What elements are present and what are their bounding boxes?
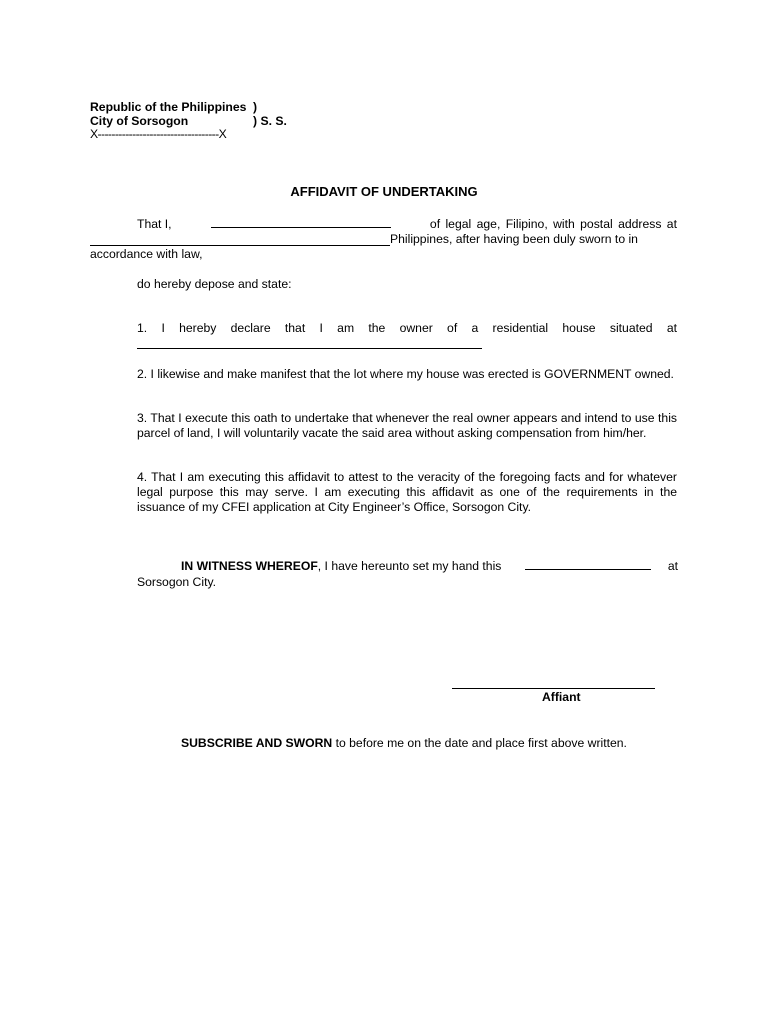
intro-line-1 (137, 217, 677, 232)
header-divider: X-----------------------------------X (90, 127, 227, 141)
intro-after-name: of legal age, Filipino, with postal address at (429, 217, 677, 231)
address-blank[interactable] (90, 245, 390, 246)
name-blank[interactable] (211, 217, 391, 228)
subscribe-text: to before me on the date and place first above written. (332, 736, 627, 750)
venue-republic-paren: ) (253, 100, 258, 114)
witness-line-1 (181, 559, 678, 574)
intro-line-2: Philippines, after having been duly sworn to in (390, 232, 638, 246)
witness-line-2: Sorsogon City. (137, 575, 217, 589)
item-1: 1. I hereby declare that I am the owner of a residential house situated at (137, 321, 677, 335)
item-4: 4. That I am executing this affidavit to attest to the veracity of the foregoing facts and for whatever legal purpose this may serve. I am executing this affidavit as one of the requirements in the issuance of my CFEI application at City Engineer’s Office, Sorsogon City. (137, 470, 677, 514)
affiant-label: Affiant (542, 690, 581, 704)
city-text: City of Sorsogon (90, 114, 189, 128)
depose-statement: do hereby depose and state: (137, 277, 292, 291)
situated-blank[interactable] (137, 348, 482, 349)
witness-bold: IN WITNESS WHEREOF (181, 559, 318, 573)
document-title: AFFIDAVIT OF UNDERTAKING (290, 184, 478, 199)
intro-lead: That I, (137, 217, 172, 231)
witness-at: at (667, 559, 678, 573)
republic-text: Republic of the Philippines (90, 100, 247, 114)
intro-line-3: accordance with law, (90, 247, 203, 261)
venue-republic (90, 100, 246, 115)
witness-text: , I have hereunto set my hand this (317, 559, 502, 573)
venue-ss: ) S. S. (253, 114, 287, 128)
subscribe-line (181, 736, 627, 751)
date-blank[interactable] (525, 559, 651, 570)
affiant-signature-line[interactable] (452, 688, 655, 689)
item-2: 2. I likewise and make manifest that the lot where my house was erected is GOVERNMENT owned. (137, 367, 674, 381)
subscribe-bold: SUBSCRIBE AND SWORN (181, 736, 333, 750)
item-3: 3. That I execute this oath to undertake that whenever the real owner appears and intend to use this parcel of land, I will voluntarily vacate the said area without asking compensation from him/her. (137, 411, 677, 440)
